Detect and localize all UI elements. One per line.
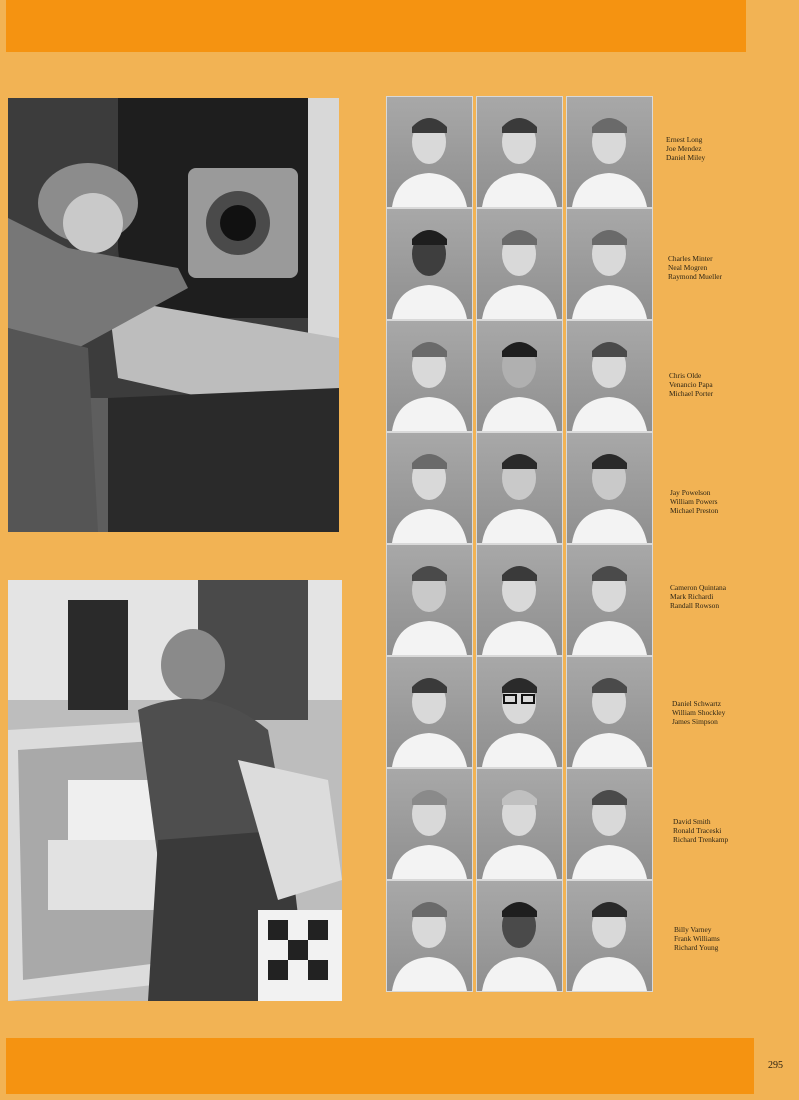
portrait (386, 432, 473, 544)
person-name: Randall Rowson (670, 601, 720, 611)
name-caption (669, 371, 713, 399)
name-caption (666, 135, 705, 163)
person-name: David Smith (673, 817, 711, 826)
person-name: Frank Williams (674, 934, 720, 944)
portrait (566, 880, 653, 992)
portrait-row (386, 768, 656, 880)
portrait (566, 432, 653, 544)
person-name: Daniel Schwartz (672, 699, 722, 708)
person-name: Daniel Miley (666, 153, 706, 163)
portrait-row (386, 544, 656, 656)
portrait-row (386, 880, 656, 992)
person-name: Billy Varney (674, 925, 712, 934)
name-caption (674, 925, 720, 953)
portrait (476, 320, 563, 432)
portrait (566, 96, 653, 208)
name-caption (670, 583, 726, 611)
portrait-row (386, 96, 656, 208)
top-color-band (6, 0, 746, 52)
person-name: Chris Olde (669, 371, 702, 380)
portrait-row (386, 432, 656, 544)
person-name: Ronald Traceski (673, 826, 722, 836)
portrait (476, 432, 563, 544)
portrait-row (386, 208, 656, 320)
portrait (476, 656, 563, 768)
portrait (476, 96, 563, 208)
portrait (566, 320, 653, 432)
person-name: Charles Minter (668, 254, 713, 263)
photo-crewman-inspecting-aircraft-camera (8, 98, 339, 532)
person-name: James Simpson (672, 717, 718, 727)
portrait (566, 544, 653, 656)
portrait (476, 544, 563, 656)
portrait (476, 768, 563, 880)
person-name: Jay Powelson (670, 488, 711, 497)
portrait (386, 768, 473, 880)
portrait (386, 656, 473, 768)
portrait (386, 96, 473, 208)
name-caption (673, 817, 728, 845)
person-name: William Powers (670, 497, 718, 507)
photo-crewman-at-photo-lab-table (8, 580, 342, 1001)
person-name: Michael Porter (669, 389, 714, 399)
portrait (386, 880, 473, 992)
person-name: Venancio Papa (669, 380, 713, 390)
name-caption (668, 254, 722, 282)
portrait (566, 768, 653, 880)
bottom-color-band (6, 1038, 754, 1094)
portrait (386, 320, 473, 432)
person-name: Richard Trenkamp (673, 835, 729, 845)
portrait-row (386, 656, 656, 768)
person-name: Richard Young (674, 943, 719, 953)
portrait (566, 656, 653, 768)
portrait-row (386, 320, 656, 432)
portrait (476, 208, 563, 320)
person-name: Ernest Long (666, 135, 703, 144)
name-caption (670, 488, 718, 516)
portrait (386, 208, 473, 320)
person-name: Cameron Quintana (670, 583, 727, 592)
portrait (476, 880, 563, 992)
portrait (386, 544, 473, 656)
person-name: William Shockley (672, 708, 726, 718)
person-name: Mark Richardi (670, 592, 714, 602)
person-name: Neal Mogren (668, 263, 708, 273)
name-caption (672, 699, 725, 727)
person-name: Raymond Mueller (668, 272, 722, 282)
person-name: Joe Mendez (666, 144, 702, 154)
page-number: 295 (768, 1060, 783, 1071)
portrait (566, 208, 653, 320)
person-name: Michael Preston (670, 506, 719, 516)
